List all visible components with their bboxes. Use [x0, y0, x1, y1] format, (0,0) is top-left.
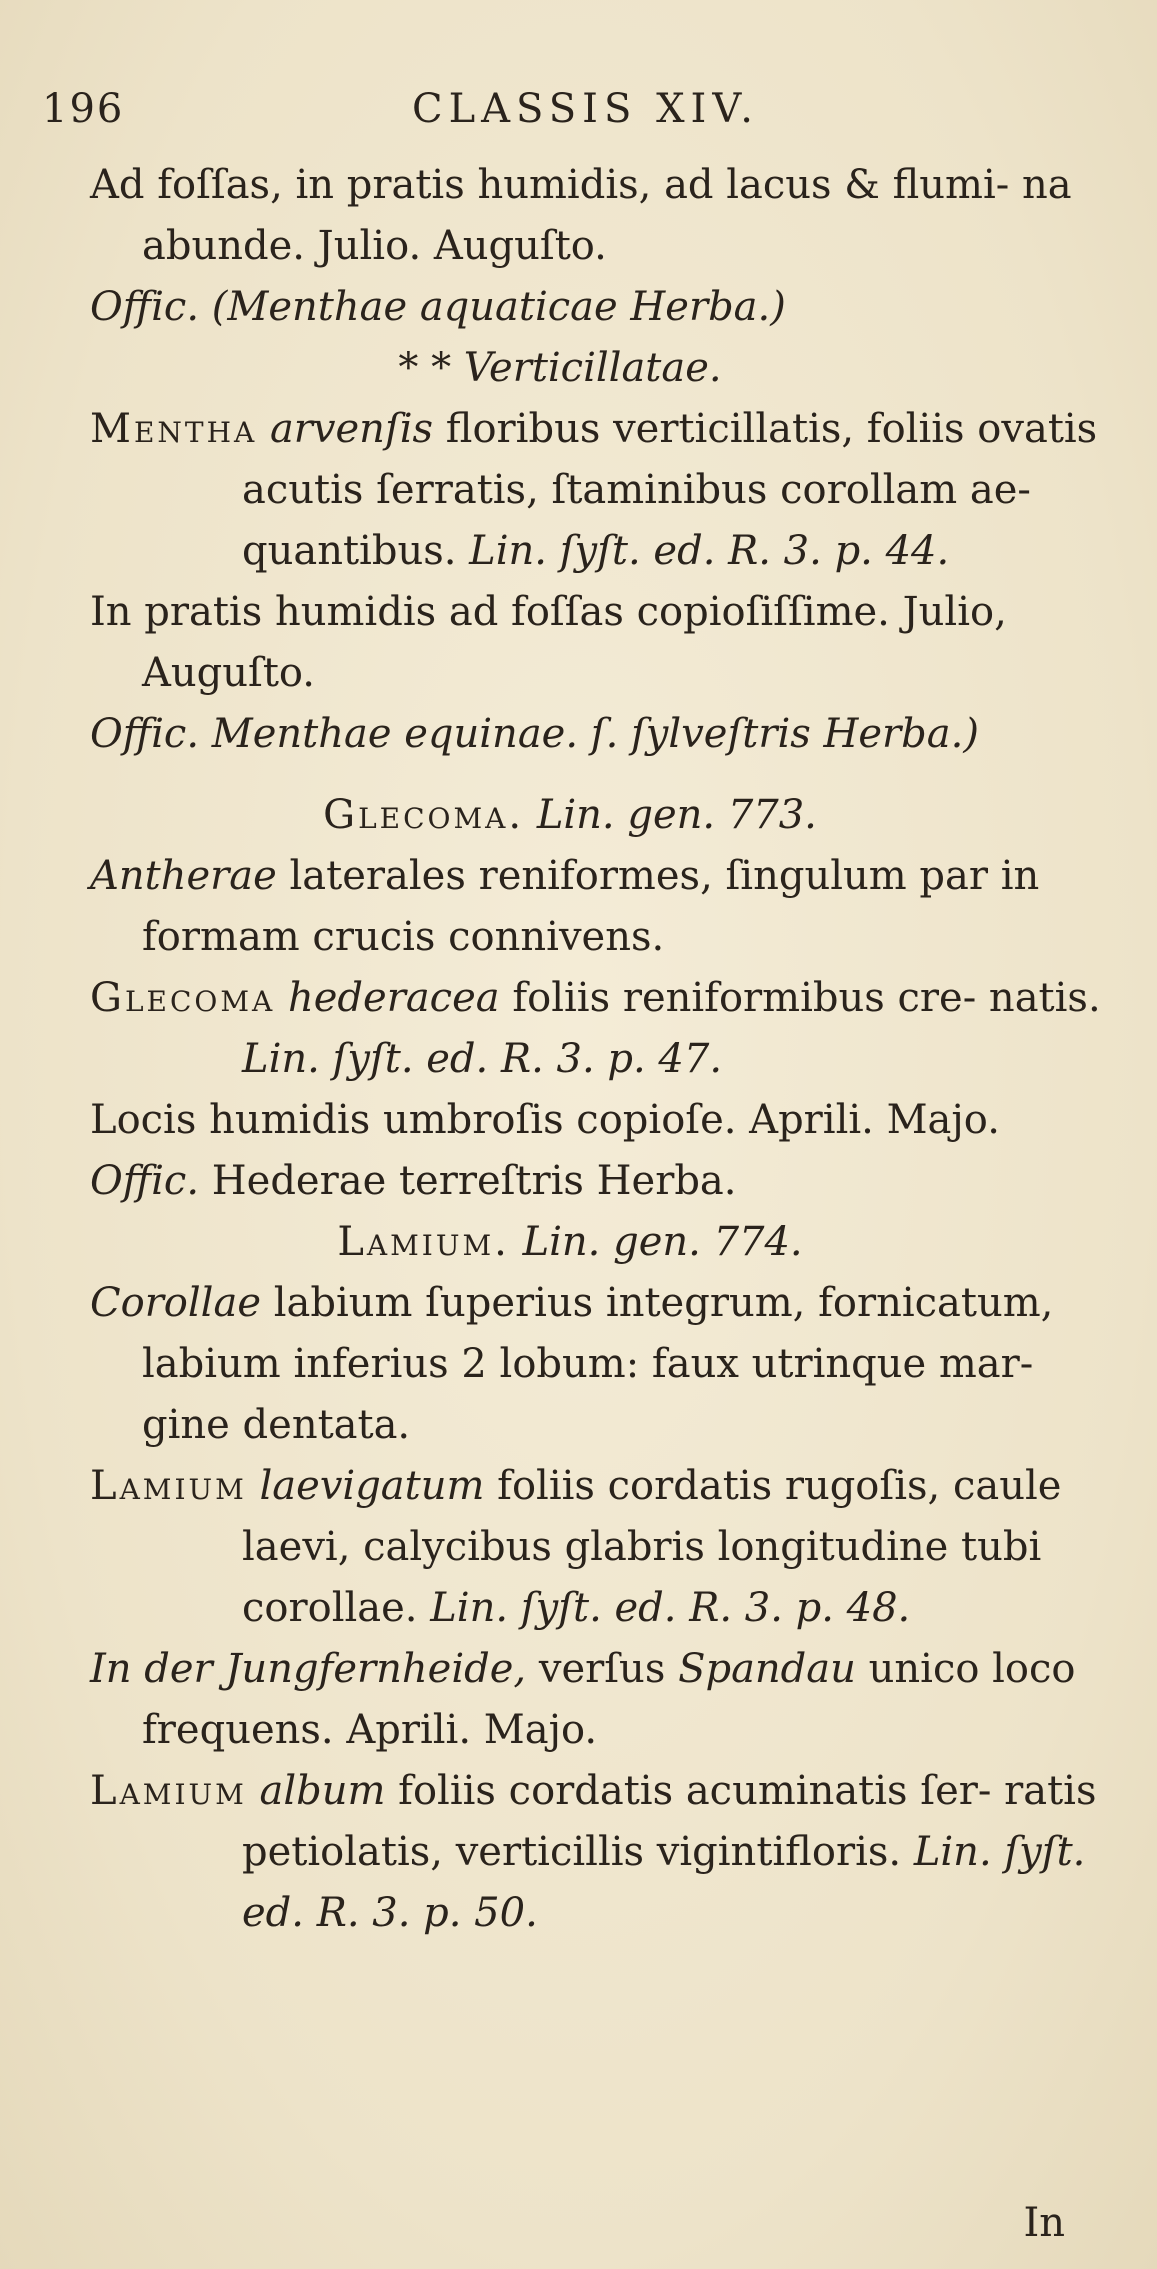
species-name: album	[259, 1768, 386, 1814]
habitat-paragraph: In pratis humidis ad foſſas copioſiſſime. Julio, Auguſto.	[90, 589, 1007, 696]
term: Offic.	[90, 1158, 200, 1204]
text-body	[90, 155, 1110, 1944]
page-number: 196	[42, 86, 125, 132]
locality: Spandau	[678, 1646, 856, 1692]
section-heading: * * Verticillatae.	[398, 345, 722, 391]
species-name: laevigatum	[259, 1463, 485, 1509]
genus-name: Glecoma	[90, 975, 276, 1021]
species-entry-607	[90, 1456, 1110, 1639]
term: Corollae	[90, 1280, 261, 1326]
genus-name: Mentha	[90, 406, 258, 452]
reference: Lin. ſyſt. ed. R. 3. p. 50.	[242, 1829, 1086, 1936]
species-entry-605	[90, 399, 1110, 582]
genus-name: Lamium	[90, 1768, 247, 1814]
term: Antherae	[90, 853, 277, 899]
text-line: na abunde. Julio. Auguſto.	[142, 162, 1072, 269]
genus-character	[90, 846, 1110, 968]
description: foliis cordatis rugoſis, caule laevi, calycibus glabris longitudine tubi corollae.	[242, 1463, 1062, 1631]
description: laterales reniformes, ſingulum par in formam crucis connivens.	[142, 853, 1040, 960]
locality: In der Jungfernheide,	[90, 1646, 527, 1692]
description: foliis reniformibus cre- natis.	[512, 975, 1101, 1021]
genus-name: Lamium.	[337, 1219, 510, 1265]
species-entry-606	[90, 968, 1110, 1090]
running-header	[42, 86, 1112, 146]
description: foliis cordatis acuminatis ſer- ratis petiolatis, verticillis vigintifloris.	[242, 1768, 1097, 1875]
officinal-note	[90, 1151, 1110, 1212]
text-fragment: unico loco frequens. Aprili. Majo.	[142, 1646, 1076, 1753]
species-name: hederacea	[287, 975, 500, 1021]
habitat-paragraph	[90, 1639, 1110, 1761]
officinal-note: Offic. Menthae equinae. ſ. ſylveſtris Herba.)	[90, 711, 979, 757]
genus-heading	[90, 785, 1110, 846]
catchword: In	[1023, 2200, 1065, 2246]
habitat-paragraph: Locis humidis umbroſis copioſe. Aprili. Majo.	[90, 1097, 1000, 1143]
habitat-paragraph	[90, 155, 1110, 277]
description: Hederae terreſtris Herba.	[211, 1158, 737, 1204]
entry-number	[0, 968, 90, 1029]
genus-character	[90, 1273, 1110, 1456]
officinal-note: Offic. (Menthae aquaticae Herba.)	[90, 284, 786, 330]
reference: Lin. ſyſt. ed. R. 3. p. 47.	[242, 1036, 723, 1082]
reference: Lin. gen. 773.	[536, 792, 817, 838]
text-fragment: verſus	[538, 1646, 666, 1692]
genus-name: Lamium	[90, 1463, 247, 1509]
text-line: Ad foſſas, in pratis humidis, ad lacus & flumi-	[90, 162, 1010, 208]
page-title: CLASSIS XIV.	[412, 86, 759, 132]
description: floribus verticillatis, foliis ovatis acutis ſerratis, ſtaminibus corollam ae- quantibus.	[242, 406, 1098, 574]
description: labium ſuperius integrum, fornicatum, labium inferius 2 lobum: faux utrinque mar- gine dentata.	[142, 1280, 1054, 1448]
species-name: arvenſis	[269, 406, 434, 452]
entry-number	[0, 399, 90, 460]
reference: Lin. ſyſt. ed. R. 3. p. 48.	[430, 1585, 911, 1631]
reference: Lin. gen. 774.	[522, 1219, 803, 1265]
genus-name: Glecoma.	[323, 792, 525, 838]
species-entry-608	[90, 1761, 1110, 1944]
genus-heading	[90, 1212, 1110, 1273]
reference: Lin. ſyſt. ed. R. 3. p. 44.	[469, 528, 950, 574]
entry-number	[0, 1761, 90, 1822]
entry-number	[0, 1456, 90, 1517]
